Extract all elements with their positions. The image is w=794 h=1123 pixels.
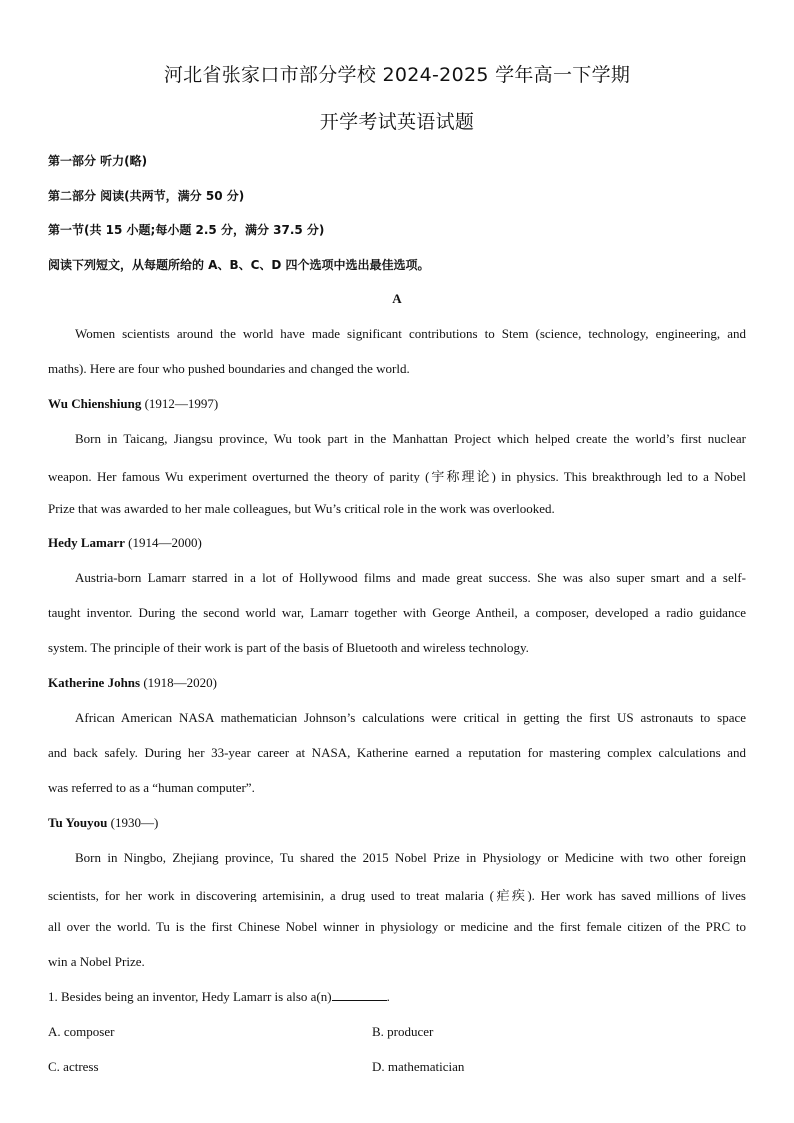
tu-line-4: win a Nobel Prize. <box>48 954 145 969</box>
option-b: B. producer <box>372 1024 434 1039</box>
passage-label: A <box>392 291 402 306</box>
person-name: Katherine Johns <box>48 675 141 690</box>
person-years: (1918—2020) <box>140 675 218 690</box>
johnson-line-2: and back safely. During her 33-year career at NASA, Katherine earned a reputation for mastering complex calculations and <box>48 745 746 760</box>
wu-line-3: Prize that was awarded to her male colleagues, but Wu’s critical role in the work was overlooked. <box>48 501 555 516</box>
question-stem: 1. Besides being an inventor, Hedy Lamarr is also a(n) <box>48 989 332 1004</box>
option-c: C. actress <box>48 1059 99 1074</box>
lamarr-line-1: Austria-born Lamarr starred in a lot of Hollywood films and made great success. She was also super smart and a self- <box>75 570 746 585</box>
wu-line-2: weapon. Her famous Wu experiment overturned the theory of parity (宇称理论) in physics. This breakthrough led to a Nobel <box>48 469 746 483</box>
tu-line-3: all over the world. Tu is the first Chinese Nobel winner in physiology or medicine and the first female citizen of the PRC to <box>48 919 746 934</box>
lamarr-line-2: taught inventor. During the second world war, Lamarr together with George Antheil, a composer, developed a radio guidance <box>48 605 746 620</box>
johnson-line-1: African American NASA mathematician Johnson’s calculations were critical in getting the first US astronauts to space <box>75 710 746 725</box>
person-name: Hedy Lamarr <box>48 535 125 550</box>
person-years: (1914—2000) <box>124 535 202 550</box>
person-years: (1930—) <box>107 815 159 830</box>
person-years: (1912—1997) <box>141 396 219 411</box>
exam-title-line1: 河北省张家口市部分学校 2024-2025 学年高一下学期 <box>163 64 631 86</box>
lamarr-line-3: system. The principle of their work is part of the basis of Bluetooth and wireless technology. <box>48 640 529 655</box>
johnson-line-3: was referred to as a “human computer”. <box>48 780 255 795</box>
option-d: D. mathematician <box>372 1059 465 1074</box>
person-heading-johnson <box>48 675 746 691</box>
tu-line-2: scientists, for her work in discovering artemisinin, a drug used to treat malaria (疟疾). Her work has saved millions of lives <box>48 888 746 902</box>
part2-section1-heading: 第一节(共 15 小题;每小题 2.5 分，满分 37.5 分) <box>48 223 325 237</box>
part2-heading: 第二部分 阅读(共两节，满分 50 分) <box>48 189 245 203</box>
option-a: A. composer <box>48 1024 115 1039</box>
reading-instruction: 阅读下列短文，从每题所给的 A、B、C、D 四个选项中选出最佳选项。 <box>48 258 430 272</box>
question-1 <box>48 989 746 1005</box>
person-name: Tu Youyou <box>48 815 108 830</box>
answer-blank <box>332 990 387 1001</box>
intro-line-1: Women scientists around the world have made significant contributions to Stem (science, technology, engineering, and <box>75 326 746 341</box>
intro-line-2: maths). Here are four who pushed boundaries and changed the world. <box>48 361 410 376</box>
person-heading-lamarr <box>48 535 746 551</box>
tu-line-1: Born in Ningbo, Zhejiang province, Tu shared the 2015 Nobel Prize in Physiology or Medicine with two other foreign <box>75 850 746 865</box>
person-heading-tu <box>48 815 746 831</box>
question-stem-end: . <box>386 989 390 1004</box>
wu-line-1: Born in Taicang, Jiangsu province, Wu took part in the Manhattan Project which helped create the world’s first nuclear <box>75 431 746 446</box>
exam-title-line2: 开学考试英语试题 <box>319 111 475 133</box>
person-name: Wu Chienshiung <box>48 396 142 411</box>
part1-heading: 第一部分 听力(略) <box>48 154 148 168</box>
person-heading-wu <box>48 396 746 412</box>
